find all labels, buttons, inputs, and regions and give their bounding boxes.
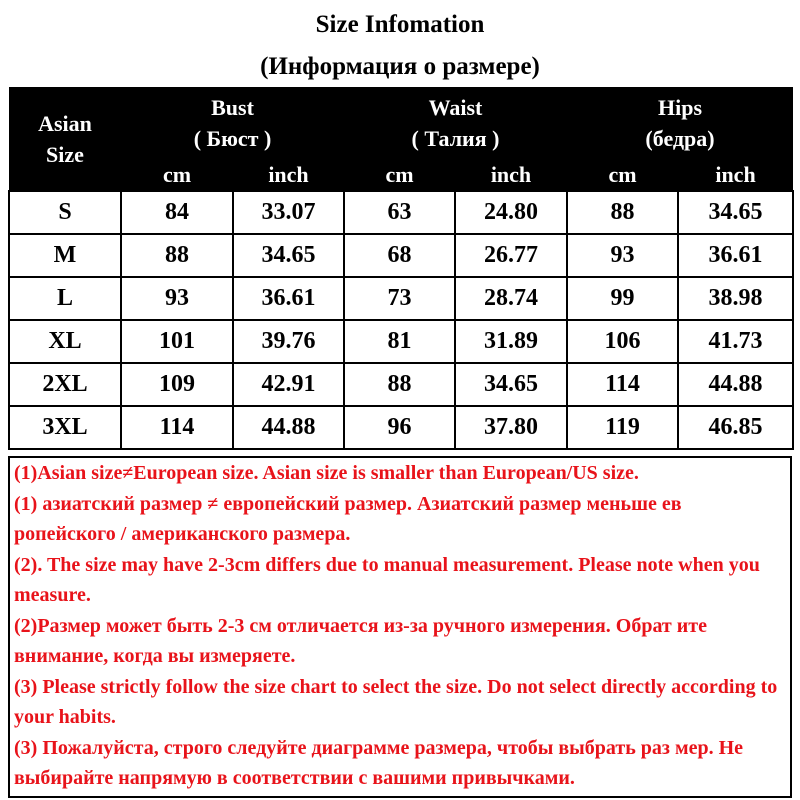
bust-inch-cell: 33.07 — [233, 191, 344, 234]
table-row — [9, 234, 793, 277]
bust-inch-cell: 44.88 — [233, 406, 344, 449]
header-bust-en: Bust — [211, 95, 254, 120]
header-bust-ru: ( Бюст ) — [193, 126, 272, 151]
unit-waist-cm: cm — [344, 159, 455, 191]
note-1-ru: (1) азиатский размер ≠ европейский размер. Азиатский размер меньше ев ропейского / американского размера. — [14, 492, 682, 545]
waist-inch-cell: 28.74 — [455, 277, 567, 320]
bust-cm-cell: 84 — [121, 191, 233, 234]
table-row — [9, 363, 793, 406]
hips-inch-cell: 41.73 — [678, 320, 793, 363]
waist-inch-cell: 24.80 — [455, 191, 567, 234]
size-cell: S — [9, 191, 121, 234]
hips-inch-cell: 38.98 — [678, 277, 793, 320]
table-row — [9, 406, 793, 449]
hips-inch-cell: 34.65 — [678, 191, 793, 234]
bust-cm-cell: 109 — [121, 363, 233, 406]
header-waist-ru: ( Талия ) — [411, 126, 500, 151]
waist-cm-cell: 81 — [344, 320, 455, 363]
table-row — [9, 320, 793, 363]
size-cell: 2XL — [9, 363, 121, 406]
page-subtitle: (Информация о размере) — [260, 53, 540, 80]
bust-inch-cell: 36.61 — [233, 277, 344, 320]
waist-cm-cell: 63 — [344, 191, 455, 234]
waist-inch-cell: 26.77 — [455, 234, 567, 277]
header-asian-size-line2: Size — [46, 141, 84, 167]
header-waist — [344, 87, 567, 159]
unit-hips-inch: inch — [678, 159, 793, 191]
hips-inch-cell: 46.85 — [678, 406, 793, 449]
header-hips-ru: (бедра) — [645, 126, 715, 151]
bust-inch-cell: 34.65 — [233, 234, 344, 277]
unit-hips-cm: cm — [567, 159, 678, 191]
bust-inch-cell: 39.76 — [233, 320, 344, 363]
waist-cm-cell: 68 — [344, 234, 455, 277]
hips-cm-cell: 119 — [567, 406, 678, 449]
header-asian-size-line1: Asian — [38, 110, 92, 136]
header-asian-size — [9, 87, 121, 191]
size-cell: M — [9, 234, 121, 277]
bust-cm-cell: 101 — [121, 320, 233, 363]
unit-bust-cm: cm — [121, 159, 233, 191]
notes-box — [8, 456, 792, 798]
header-bust — [121, 87, 344, 159]
unit-bust-inch: inch — [233, 159, 344, 191]
unit-waist-inch: inch — [455, 159, 567, 191]
size-table — [8, 87, 794, 450]
hips-cm-cell: 114 — [567, 363, 678, 406]
header-waist-en: Waist — [428, 95, 483, 120]
note-2-en: (2). The size may have 2-3cm differs due to manual measurement. Please note when you measure. — [14, 553, 760, 606]
bust-cm-cell: 93 — [121, 277, 233, 320]
header-hips — [567, 87, 793, 159]
hips-cm-cell: 99 — [567, 277, 678, 320]
size-cell: XL — [9, 320, 121, 363]
waist-inch-cell: 31.89 — [455, 320, 567, 363]
hips-cm-cell: 93 — [567, 234, 678, 277]
note-1-en: (1)Asian size≠European size. Asian size is smaller than European/US size. — [14, 462, 639, 484]
bust-cm-cell: 114 — [121, 406, 233, 449]
note-2-ru: (2)Размер может быть 2-3 см отличается из-за ручного измерения. Обрат ите внимание, когда вы измеряете. — [14, 614, 707, 667]
size-cell: L — [9, 277, 121, 320]
note-3-ru: (3) Пожалуйста, строго следуйте диаграмме размера, чтобы выбрать раз мер. Не выбирайте напрямую в соответствии с вашими привычками. — [14, 736, 744, 789]
waist-cm-cell: 96 — [344, 406, 455, 449]
size-cell: 3XL — [9, 406, 121, 449]
waist-cm-cell: 73 — [344, 277, 455, 320]
table-row — [9, 277, 793, 320]
bust-cm-cell: 88 — [121, 234, 233, 277]
hips-cm-cell: 106 — [567, 320, 678, 363]
waist-inch-cell: 34.65 — [455, 363, 567, 406]
bust-inch-cell: 42.91 — [233, 363, 344, 406]
note-3-en: (3) Please strictly follow the size chart to select the size. Do not select directly according to your habits. — [14, 675, 778, 728]
hips-inch-cell: 44.88 — [678, 363, 793, 406]
waist-cm-cell: 88 — [344, 363, 455, 406]
header-hips-en: Hips — [657, 95, 703, 120]
table-row — [9, 191, 793, 234]
hips-cm-cell: 88 — [567, 191, 678, 234]
hips-inch-cell: 36.61 — [678, 234, 793, 277]
waist-inch-cell: 37.80 — [455, 406, 567, 449]
page-title: Size Infomation — [315, 11, 485, 38]
